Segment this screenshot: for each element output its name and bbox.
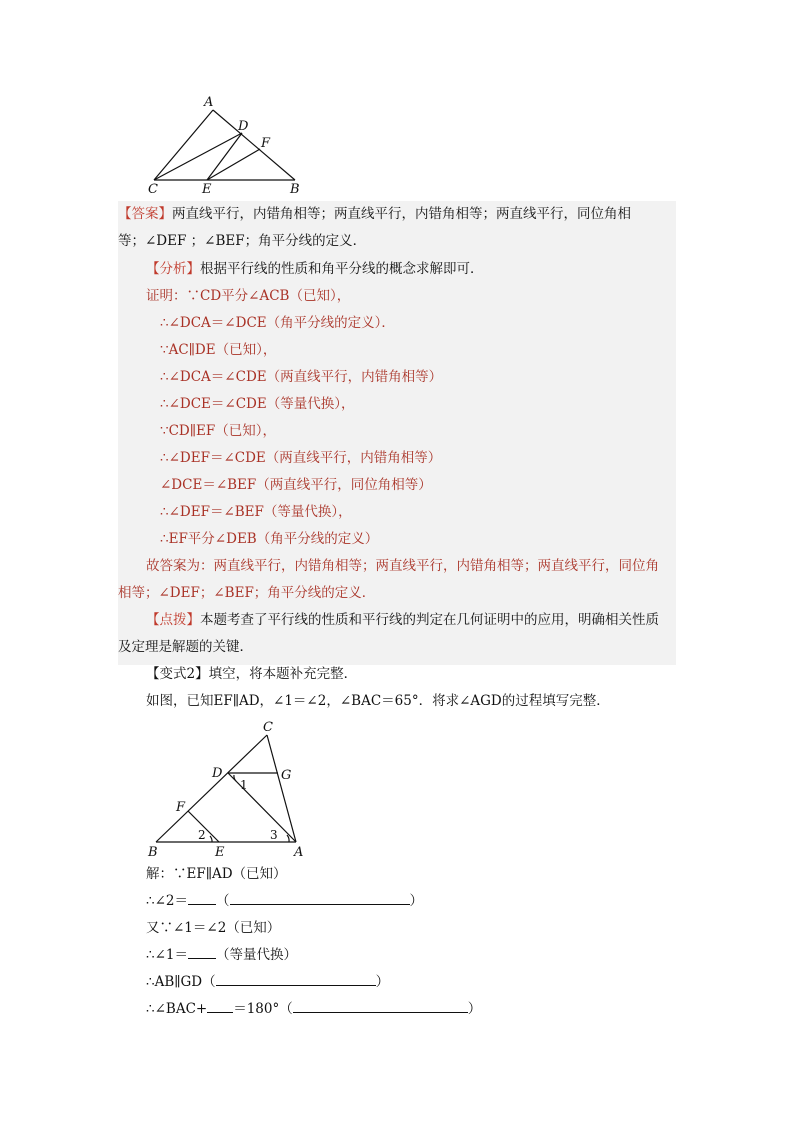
answer-line-2: 等；∠DEF ；∠BEF；角平分线的定义． <box>118 233 367 249</box>
label-d: D <box>238 119 249 134</box>
answer-line-1 <box>118 201 631 228</box>
proof-line-3: ∴∠DCA＝∠CDE（两直线平行，内错角相等） <box>160 369 443 385</box>
segment-ac <box>267 735 296 842</box>
solution-5-paren-close: ） <box>375 974 390 990</box>
solution-line-2 <box>146 888 423 915</box>
label-c: C <box>148 182 158 196</box>
tip-tag: 【点拨】 <box>146 612 200 628</box>
label-f: F <box>261 136 271 151</box>
angle-3-arc <box>287 835 289 842</box>
analysis-text: 根据平行线的性质和角平分线的概念求解即可． <box>200 261 484 277</box>
label-e: E <box>202 182 212 196</box>
proof-line-5: ∵CD∥EF（已知）， <box>160 423 276 439</box>
answer-blank-6[interactable] <box>207 998 233 1013</box>
tip-line-1 <box>146 607 659 634</box>
segment-ac <box>154 110 213 180</box>
label-e: E <box>215 845 225 860</box>
solution-4-text: ∴∠1＝ <box>146 947 188 963</box>
proof-line-8: ∴∠DEF＝∠BEF（等量代换）， <box>160 504 352 520</box>
proof-line-2: ∵AC∥DE（已知）， <box>160 342 277 358</box>
angle-2-arc <box>210 836 212 842</box>
solution-5-text: ∴AB∥GD（ <box>146 974 216 990</box>
figure-triangle-2 <box>144 718 314 862</box>
answer-text-1: 两直线平行，内错角相等；两直线平行，内错角相等；两直线平行，同位角相 <box>172 206 631 222</box>
solution-2-paren-close: ） <box>409 893 423 909</box>
solution-6-paren-close: ） <box>467 1001 482 1017</box>
label-g: G <box>281 768 292 783</box>
variant-prompt: 如图，已知EF∥AD，∠1＝∠2，∠BAC＝65°．将求∠AGD的过程填写完整． <box>146 693 610 709</box>
label-b: B <box>148 845 158 860</box>
solution-line-1: 解：∵EF∥AD（已知） <box>146 866 287 882</box>
label-f: F <box>176 800 186 815</box>
solution-line-5 <box>146 969 389 996</box>
reason-blank-2[interactable] <box>230 890 410 905</box>
angle-1-label: 1 <box>240 778 248 792</box>
answer-blank-2[interactable] <box>188 890 216 905</box>
proof-line-9: ∴EF平分∠DEB（角平分线的定义） <box>160 531 379 547</box>
solution-2-text: ∴∠2＝ <box>146 893 188 909</box>
proof-line-0: 证明：∵CD平分∠ACB（已知）， <box>146 288 351 304</box>
proof-line-4: ∴∠DCE＝∠CDE（等量代换）， <box>160 396 355 412</box>
proof-line-1: ∴∠DCA＝∠DCE（角平分线的定义）． <box>160 315 395 331</box>
segment-da <box>228 773 296 842</box>
analysis-line <box>146 256 484 283</box>
analysis-tag: 【分析】 <box>146 261 200 277</box>
segment-cd <box>154 133 242 180</box>
reason-blank-5[interactable] <box>216 971 376 986</box>
conclusion-line-2: 相等；∠DEF；∠BEF；角平分线的定义． <box>118 585 376 601</box>
label-a: A <box>204 95 214 110</box>
segment-bc <box>156 735 267 842</box>
solution-2-paren-open: （ <box>216 893 230 909</box>
variant-title: 【变式2】填空，将本题补充完整． <box>146 666 358 682</box>
solution-line-3: 又∵∠1＝∠2（已知） <box>146 920 281 936</box>
answer-blank-4[interactable] <box>188 944 216 959</box>
label-d: D <box>212 766 223 781</box>
proof-line-6: ∴∠DEF＝∠CDE（两直线平行，内错角相等） <box>160 450 442 466</box>
label-c: C <box>263 720 273 735</box>
label-a: A <box>294 845 304 860</box>
label-b: B <box>290 182 300 196</box>
proof-line-7: ∠DCE＝∠BEF（两直线平行，同位角相等） <box>160 477 432 493</box>
answer-tag: 【答案】 <box>118 206 172 222</box>
reason-blank-6[interactable] <box>293 998 468 1013</box>
solution-4-reason: （等量代换） <box>216 947 297 963</box>
figure-triangle-1 <box>140 92 310 196</box>
segment-de <box>207 133 242 180</box>
solution-line-6 <box>146 996 481 1023</box>
angle-2-label: 2 <box>198 828 206 842</box>
solution-6-text: ∴∠BAC+ <box>146 1001 208 1017</box>
solution-line-4 <box>146 942 297 969</box>
segment-ef <box>207 149 260 180</box>
angle-3-label: 3 <box>270 828 278 842</box>
solution-6-mid: ＝180°（ <box>233 1001 293 1017</box>
tip-text-1: 本题考查了平行线的性质和平行线的判定在几何证明中的应用，明确相关性质 <box>200 612 659 628</box>
conclusion-line-1: 故答案为：两直线平行，内错角相等；两直线平行，内错角相等；两直线平行，同位角 <box>146 558 659 574</box>
tip-line-2: 及定理是解题的关键． <box>118 639 253 655</box>
